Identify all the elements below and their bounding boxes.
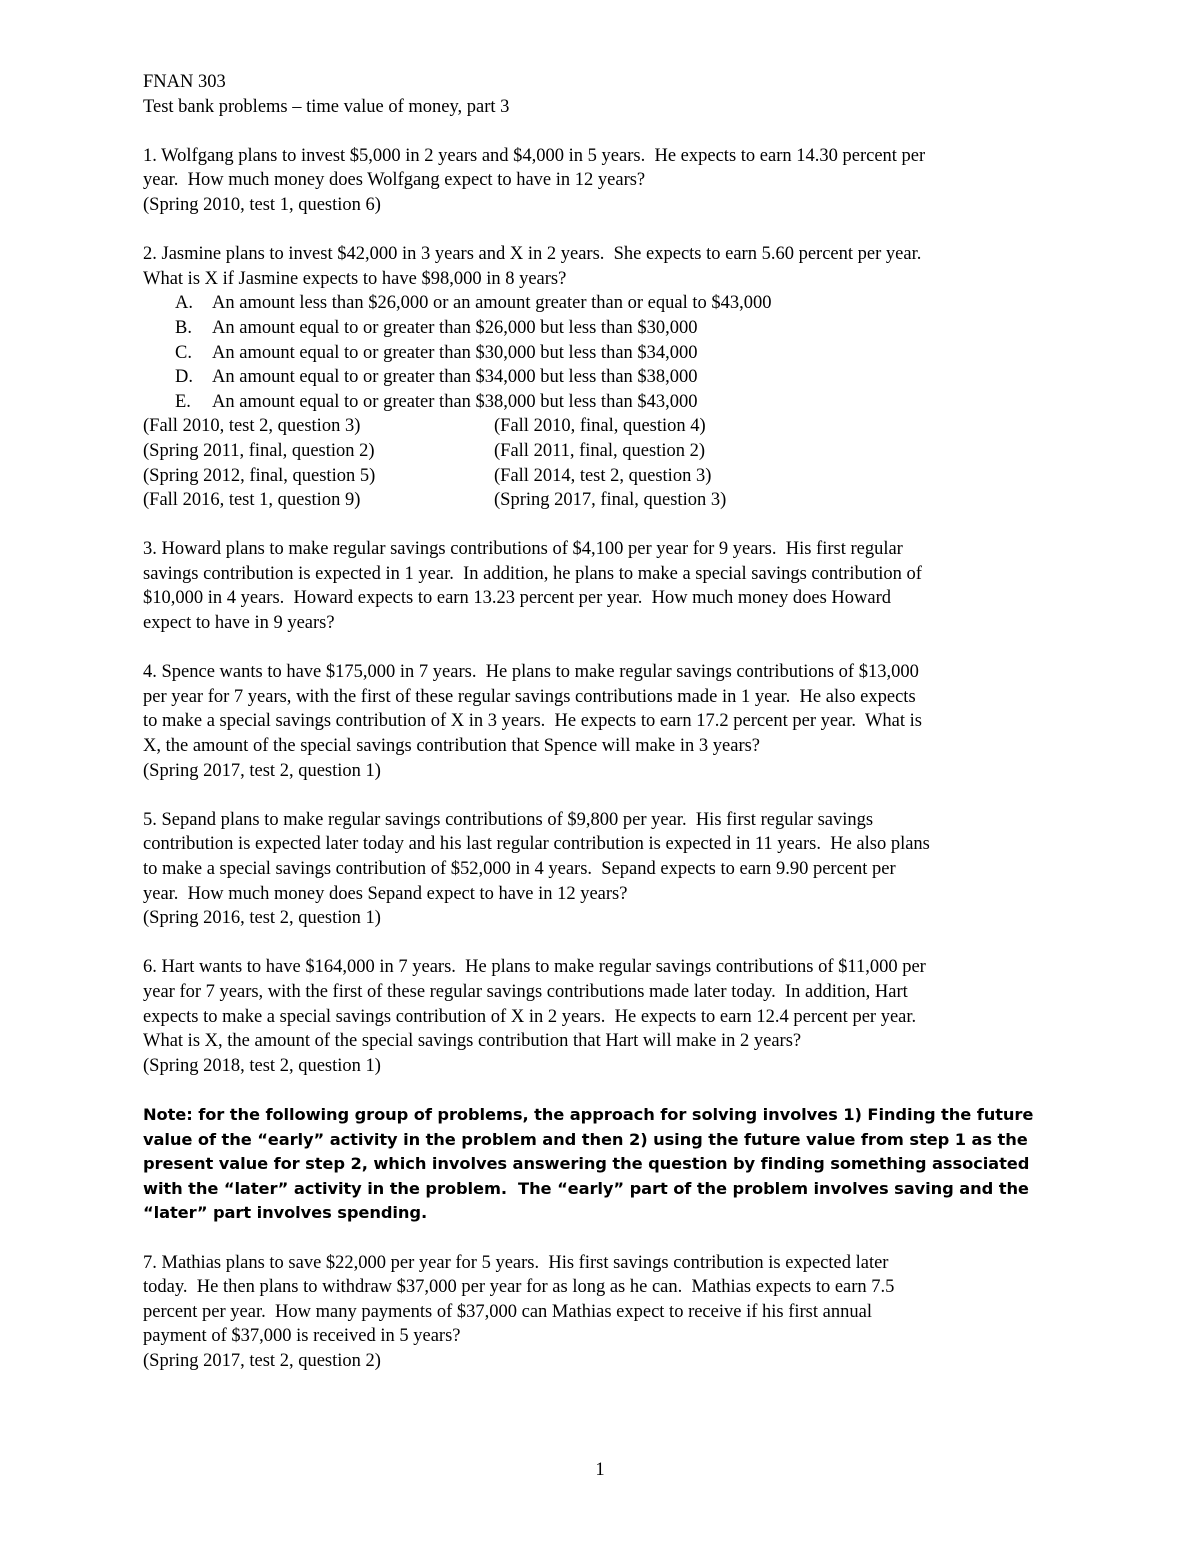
problem-source: (Fall 2010, final, question 4): [494, 416, 706, 437]
problem-source: (Fall 2011, final, question 2): [494, 440, 706, 461]
option-text: An amount less than $26,000 or an amount greater than or equal to $43,000: [212, 293, 772, 314]
note-line: present value for step 2, which involves answering the question by finding something associated: [143, 1154, 1030, 1174]
problem-text-line: 4. Spence wants to have $175,000 in 7 years. He plans to make regular savings contributions of $13,000: [143, 662, 919, 683]
problem-text-line: 6. Hart wants to have $164,000 in 7 years. He plans to make regular savings contributions of $11,000 per: [143, 957, 926, 978]
problem-text-line: year. How much money does Sepand expect to have in 12 years?: [143, 883, 628, 904]
option-letter: B.: [175, 317, 192, 338]
option-letter: D.: [175, 367, 193, 388]
problem-source: (Spring 2017, test 2, question 1): [143, 760, 381, 781]
note-line: Note: for the following group of problems, the approach for solving involves 1) Finding the future: [143, 1104, 1034, 1124]
problem-2: [143, 242, 1073, 513]
answer-option-c: [143, 341, 1073, 366]
document-page: [143, 70, 1073, 1373]
answer-option-a: [143, 291, 1073, 316]
answer-option-d: [143, 365, 1073, 390]
problem-text-line: X, the amount of the special savings contribution that Spence will make in 3 years?: [143, 736, 761, 757]
problem-text-line: year for 7 years, with the first of these regular savings contributions made later today. In addition, Hart: [143, 981, 908, 1002]
problem-text-line: savings contribution is expected in 1 year. In addition, he plans to make a special savings contribution of: [143, 563, 922, 584]
problem-text-line: 3. Howard plans to make regular savings contributions of $4,100 per year for 9 years. His first regular: [143, 539, 903, 560]
course-code: FNAN 303: [143, 72, 226, 92]
problem-text-line: to make a special savings contribution of $52,000 in 4 years. Sepand expects to earn 9.90 percent per: [143, 859, 896, 879]
note-line: with the “later” activity in the problem. The “early” part of the problem involves saving and the: [143, 1178, 1029, 1198]
problem-source: (Spring 2017, final, question 3): [494, 490, 727, 511]
note-block: [143, 1103, 1073, 1226]
problem-text-line: today. He then plans to withdraw $37,000 per year for as long as he can. Mathias expects to earn 7.5: [143, 1277, 895, 1298]
problem-3: [143, 537, 1073, 635]
problem-source: (Spring 2016, test 2, question 1): [143, 908, 381, 929]
problem-4: [143, 660, 1073, 783]
document-subtitle: Test bank problems – time value of money, part 3: [143, 96, 510, 117]
problem-text-line: $10,000 in 4 years. Howard expects to earn 13.23 percent per year. How much money does Howard: [143, 588, 892, 609]
option-text: An amount equal to or greater than $26,000 but less than $30,000: [212, 317, 698, 338]
problem-text-line: contribution is expected later today and his last regular contribution is expected in 11 years. He also plans: [143, 834, 930, 855]
problem-1: [143, 144, 1073, 218]
problem-text-line: year. How much money does Wolfgang expect to have in 12 years?: [143, 170, 646, 191]
problem-source: (Spring 2017, test 2, question 2): [143, 1350, 381, 1371]
problem-source: (Spring 2010, test 1, question 6): [143, 194, 381, 215]
problem-text-line: 2. Jasmine plans to invest $42,000 in 3 years and X in 2 years. She expects to earn 5.60 percent per year.: [143, 244, 922, 265]
option-letter: C.: [175, 342, 192, 363]
problem-source: (Spring 2011, final, question 2): [143, 440, 375, 461]
answer-option-b: [143, 316, 1073, 341]
problem-source: (Spring 2012, final, question 5): [143, 465, 376, 486]
problem-source: (Fall 2014, test 2, question 3): [494, 465, 712, 486]
answer-option-e: [143, 390, 1073, 415]
problem-text-line: What is X if Jasmine expects to have $98,000 in 8 years?: [143, 268, 567, 289]
option-text: An amount equal to or greater than $38,000 but less than $43,000: [212, 391, 698, 412]
problem-text-line: percent per year. How many payments of $37,000 can Mathias expect to receive if his first annual: [143, 1301, 872, 1322]
problem-6: [143, 955, 1073, 1078]
option-text: An amount equal to or greater than $34,000 but less than $38,000: [212, 367, 698, 388]
answer-options: [143, 291, 1073, 414]
problem-source: (Fall 2016, test 1, question 9): [143, 490, 361, 511]
problem-sources: [143, 414, 1073, 512]
problem-text-line: 5. Sepand plans to make regular savings contributions of $9,800 per year. His first regular savings: [143, 809, 874, 830]
option-letter: E.: [175, 391, 191, 412]
problem-text-line: 1. Wolfgang plans to invest $5,000 in 2 years and $4,000 in 5 years. He expects to earn 14.30 percent per: [143, 145, 926, 166]
problem-source: (Spring 2018, test 2, question 1): [143, 1055, 381, 1076]
problem-source: (Fall 2010, test 2, question 3): [143, 416, 361, 437]
problem-text-line: What is X, the amount of the special savings contribution that Hart will make in 2 years?: [143, 1031, 802, 1052]
note-line: value of the “early” activity in the problem and then 2) using the future value from step 1 as the: [143, 1129, 1028, 1149]
problem-text-line: payment of $37,000 is received in 5 years?: [143, 1326, 461, 1347]
option-letter: A.: [175, 293, 193, 314]
problem-7: [143, 1251, 1073, 1374]
page-number: 1: [595, 1460, 605, 1480]
problem-text-line: expect to have in 9 years?: [143, 613, 335, 634]
problem-text-line: 7. Mathias plans to save $22,000 per year for 5 years. His first savings contribution is expected later: [143, 1252, 889, 1273]
problem-5: [143, 808, 1073, 931]
problem-text-line: per year for 7 years, with the first of these regular savings contributions made in 1 year. He also expects: [143, 686, 916, 707]
note-line: “later” part involves spending.: [143, 1203, 428, 1223]
problem-text-line: expects to make a special savings contribution of X in 2 years. He expects to earn 12.4 percent per year.: [143, 1006, 917, 1027]
option-text: An amount equal to or greater than $30,000 but less than $34,000: [212, 342, 698, 363]
problem-text-line: to make a special savings contribution of X in 3 years. He expects to earn 17.2 percent per year. What is: [143, 711, 922, 732]
